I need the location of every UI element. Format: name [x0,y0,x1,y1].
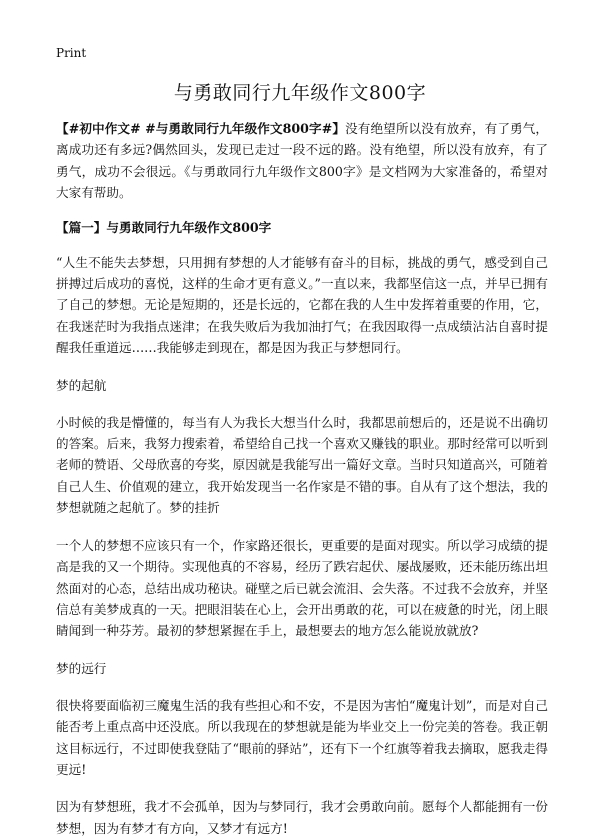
page-title: 与勇敢同行九年级作文800字 [173,82,427,104]
paragraph-2: 小时候的我是懵懂的，每当有人为我长大想当什么时，我都思前想后的，还是说不出确切的答案。后来，我努力搜索着，希望给自己找一个喜欢又赚钱的职业。那时经常可以听到老师的赞语、父母欣喜的夸奖，原因就是我能写出一篇好文章。当时只知道高兴，可随着自己人生、价值观的建立，我开始发现当一名作家是不错的事。自从有了这个想法，我的梦想就随之起航了。梦的挂折 [56,414,548,516]
paragraph-4: 很快将要面临初三魔鬼生活的我有些担心和不安，不是因为害怕“魔鬼计划”，而是对自己能否考上重点高中还没底。所以我现在的梦想就是能为毕业交上一份完美的答卷。我正朝这目标远行，不过即使我登陆了“眼前的驿站”，还有下一个红旗等着我去摘取，愿我走得更远! [56,697,548,777]
paragraph-1: “人生不能失去梦想，只用拥有梦想的人才能够有奋斗的目标，挑战的勇气，感受到自己拼搏过后成功的喜悦，这样的生命才更有意义。”一直以来，我都坚信这一点，并早已拥有了自己的梦想。无论是短期的，还是长远的，它都在我的人生中发挥着重要的作用，它，在我迷茫时为我指点迷津；在我失败后为我加油打气；在我因取得一点成绩沾沾自喜时提醒我任重道远……我能够走到现在，都是因为我正与梦想同行。 [56,254,548,356]
paragraph-5: 因为有梦想班，我才不会孤单，因为与梦同行，我才会勇敢向前。愿每个人都能拥有一份梦想，因为有梦才有方向，又梦才有远方! [56,799,548,836]
subheading-dream-journey: 梦的远行 [56,660,107,676]
paragraph-3: 一个人的梦想不应该只有一个，作家路还很长，更重要的是面对现实。所以学习成绩的提高是我的又一个期待。实现他真的不容易，经历了跌宕起伏、屡战屡败，还未能历练出坦然面对的心态，总结出成功秘诀。碰壁之后已就会流泪、会失落。不过我不会放弃，并坚信总有美梦成真的一天。把眼泪装在心上，会开出勇敢的花，可以在疲惫的时光，闭上眼睛闻到一种芬芳。最初的梦想紧握在手上，最想要去的地方怎么能说放就放? [56,537,548,639]
print-label: Print [56,46,87,60]
intro-text: 没有绝望所以没有放弃，有了勇气，离成功还有多远?偶然回头，发现已走过一段不远的路。没有绝望，所以没有放弃，有了勇气，成功不会很远。《与勇敢同行九年级作文800字》是文档网为大家准备的，希望对大家有帮助。 [56,121,549,201]
intro-tag: 【#初中作文# #与勇敢同行九年级作文800字#】 [56,121,346,136]
subheading-dream-launch: 梦的起航 [56,377,107,393]
section-heading: 【篇一】与勇敢同行九年级作文800字 [56,219,272,235]
article-body [56,118,548,839]
intro-paragraph [56,118,548,204]
